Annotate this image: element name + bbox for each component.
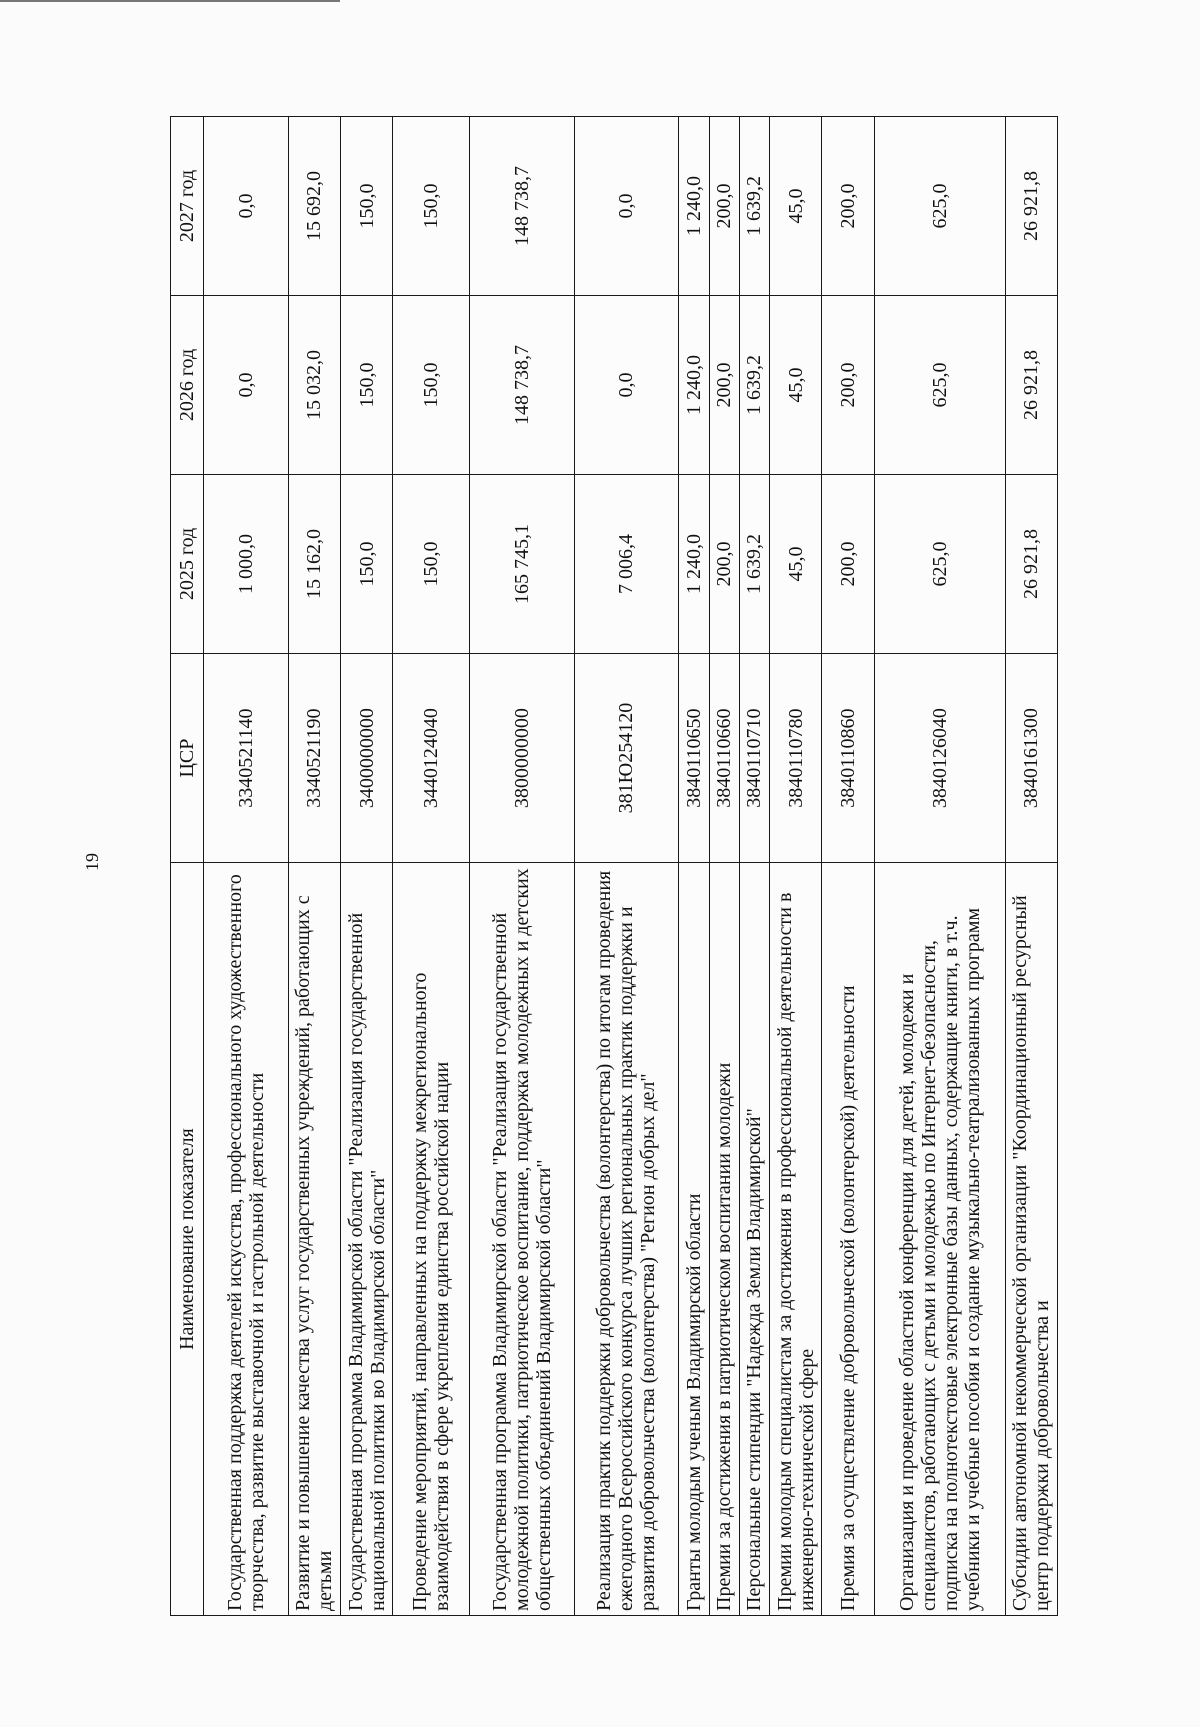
row-2027-cell: 150,0: [393, 117, 470, 296]
row-2026-cell: 0,0: [204, 296, 289, 475]
table-row: [769, 117, 821, 1616]
header-name: Наименование показателя: [171, 863, 204, 1616]
row-2025-cell: 1 639,2: [739, 474, 769, 653]
row-2025-cell: 26 921,8: [1005, 474, 1057, 653]
row-name-cell: Государственная поддержка деятелей искусства, профессионального художественного творчества, развитие выставочной и гастрольной деятельности: [204, 863, 289, 1616]
row-2025-cell: 7 006,4: [574, 474, 679, 653]
row-2025-cell: 150,0: [393, 474, 470, 653]
row-name-cell: Субсидии автономной некоммерческой организации "Координационный ресурсный центр поддержки добровольчества и: [1005, 863, 1057, 1616]
row-2026-cell: 148 738,7: [469, 296, 574, 475]
row-name-cell: Премия за осуществление добровольческой (волонтерской) деятельности: [822, 863, 874, 1616]
row-csr-cell: 3340521190: [288, 653, 340, 862]
row-name-cell: Государственная программа Владимирской области "Реализация государственной национальной политики во Владимирской области": [340, 863, 392, 1616]
table-row: [679, 117, 709, 1616]
row-name-cell: Реализация практик поддержки добровольчества (волонтерства) по итогам проведения ежегодного Всероссийского конкурса лучших региональных практик поддержки и развития добровольчества (волонтерства) "Регион добрых дел": [574, 863, 679, 1616]
row-2026-cell: 150,0: [340, 296, 392, 475]
table-row: [574, 117, 679, 1616]
row-2026-cell: 15 032,0: [288, 296, 340, 475]
row-2026-cell: 150,0: [393, 296, 470, 475]
row-2026-cell: 200,0: [822, 296, 874, 475]
row-2026-cell: 625,0: [874, 296, 1005, 475]
row-2027-cell: 200,0: [822, 117, 874, 296]
row-2026-cell: 1 639,2: [739, 296, 769, 475]
row-2027-cell: 148 738,7: [469, 117, 574, 296]
row-2027-cell: 15 692,0: [288, 117, 340, 296]
row-name-cell: Проведение мероприятий, направленных на поддержку межрегионального взаимодействия в сфере укрепления единства российской нации: [393, 863, 470, 1616]
row-2025-cell: 150,0: [340, 474, 392, 653]
table-row: [874, 117, 1005, 1616]
row-2027-cell: 625,0: [874, 117, 1005, 296]
table-row: [709, 117, 739, 1616]
table-row: [393, 117, 470, 1616]
table-header-row: [171, 117, 204, 1616]
row-2027-cell: 1 639,2: [739, 117, 769, 296]
row-2027-cell: 0,0: [574, 117, 679, 296]
page-number: 19: [82, 853, 102, 871]
row-name-cell: Премии молодым специалистам за достижения в профессиональной деятельности в инженерно-технической сфере: [769, 863, 821, 1616]
row-name-cell: Организация и проведение областной конференции для детей, молодежи и специалистов, работающих с детьми и молодежью по Интернет-безопасности, подписка на полнотекстовые электронные базы данных, содержащие книги, в т.ч. учебники и учебные пособия и создание музыкально-театрализованных программ: [874, 863, 1005, 1616]
row-csr-cell: 381Ю254120: [574, 653, 679, 862]
row-2025-cell: 200,0: [709, 474, 739, 653]
row-csr-cell: 3400000000: [340, 653, 392, 862]
row-2025-cell: 1 000,0: [204, 474, 289, 653]
row-csr-cell: 3840110650: [679, 653, 709, 862]
table-row: [288, 117, 340, 1616]
table-row: [1005, 117, 1057, 1616]
row-2025-cell: 1 240,0: [679, 474, 709, 653]
row-2027-cell: 150,0: [340, 117, 392, 296]
header-2027: 2027 год: [171, 117, 204, 296]
row-2025-cell: 200,0: [822, 474, 874, 653]
row-name-cell: Развитие и повышение качества услуг государственных учреждений, работающих с детьми: [288, 863, 340, 1616]
row-csr-cell: 3840126040: [874, 653, 1005, 862]
row-2025-cell: 625,0: [874, 474, 1005, 653]
row-csr-cell: 3840110710: [739, 653, 769, 862]
row-2027-cell: 0,0: [204, 117, 289, 296]
row-csr-cell: 3840161300: [1005, 653, 1057, 862]
rotated-table-container: [170, 116, 1058, 1616]
row-2027-cell: 1 240,0: [679, 117, 709, 296]
row-name-cell: Премии за достижения в патриотическом воспитании молодежи: [709, 863, 739, 1616]
row-2026-cell: 1 240,0: [679, 296, 709, 475]
row-2027-cell: 200,0: [709, 117, 739, 296]
scan-edge-line: [0, 0, 340, 2]
row-2026-cell: 45,0: [769, 296, 821, 475]
row-2026-cell: 26 921,8: [1005, 296, 1057, 475]
header-csr: ЦСР: [171, 653, 204, 862]
row-2025-cell: 165 745,1: [469, 474, 574, 653]
row-csr-cell: 3340521140: [204, 653, 289, 862]
row-csr-cell: 3800000000: [469, 653, 574, 862]
row-csr-cell: 3440124040: [393, 653, 470, 862]
row-name-cell: Персональные стипендии "Надежда Земли Владимирской": [739, 863, 769, 1616]
row-csr-cell: 3840110660: [709, 653, 739, 862]
table-row: [340, 117, 392, 1616]
budget-table: [170, 116, 1058, 1616]
row-csr-cell: 3840110860: [822, 653, 874, 862]
row-2025-cell: 15 162,0: [288, 474, 340, 653]
row-2027-cell: 45,0: [769, 117, 821, 296]
row-name-cell: Гранты молодым ученым Владимирской области: [679, 863, 709, 1616]
table-row: [204, 117, 289, 1616]
row-2025-cell: 45,0: [769, 474, 821, 653]
row-2026-cell: 0,0: [574, 296, 679, 475]
table-row: [469, 117, 574, 1616]
row-csr-cell: 3840110780: [769, 653, 821, 862]
table-body: [204, 117, 1058, 1616]
header-2025: 2025 год: [171, 474, 204, 653]
row-2027-cell: 26 921,8: [1005, 117, 1057, 296]
table-row: [822, 117, 874, 1616]
header-2026: 2026 год: [171, 296, 204, 475]
row-2026-cell: 200,0: [709, 296, 739, 475]
row-name-cell: Государственная программа Владимирской области "Реализация государственной молодежной политики, патриотическое воспитание, поддержка молодежных и детских общественных объединений Владимирской области": [469, 863, 574, 1616]
table-row: [739, 117, 769, 1616]
